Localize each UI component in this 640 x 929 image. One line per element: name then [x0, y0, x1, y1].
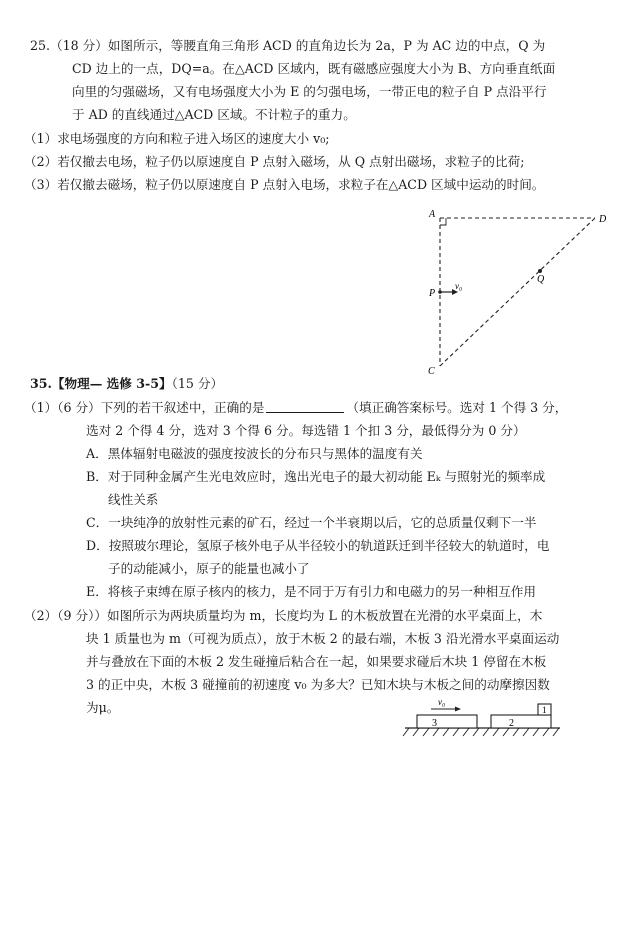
q35-heading — [30, 376, 223, 391]
q25-sub-1: （1）求电场强度的方向和粒子进入场区的速度大小 v₀; — [24, 131, 330, 146]
board-3 — [417, 715, 477, 728]
label-v0: v₀ — [455, 281, 463, 291]
q35-option-e: E．将核子束缚在原子核内的核力，是不同于万有引力和电磁力的另一种相互作用 — [86, 584, 536, 599]
point-p — [438, 290, 442, 294]
tabletop-hatching — [403, 728, 559, 736]
q25-sub-2: （2）若仅撤去电场，粒子仍以原速度自 P 点射入磁场，从 Q 点射出磁场，求粒子的比荷; — [24, 154, 525, 169]
label-c: C — [428, 366, 435, 377]
point-q — [538, 269, 542, 273]
q25-sub-3: （3）若仅撤去磁场，粒子仍以原速度自 P 点射入电场，求粒子在△ACD 区域中运动的时间。 — [24, 177, 545, 192]
q35-part1-instructions: （填正确答案标号。选对 1 个得 3 分， — [346, 400, 568, 415]
right-angle-mark — [440, 218, 446, 225]
q35-option-d-line-2: 子的动能减小，原子的能量也减小了 — [108, 561, 310, 576]
q35-option-b-line-2: 线性关系 — [108, 492, 159, 507]
q25-line-1: 25.（18 分）如图所示，等腰直角三角形 ACD 的直角边长为 2a，P 为 AC 边的中点，Q 为 — [30, 38, 546, 53]
q35-option-c: C．一块纯净的放射性元素的矿石，经过一个半衰期以后，它的总质量仅剩下一半 — [86, 515, 537, 530]
q35-part2-line-3: 并与叠放在下面的木板 2 发生碰撞后粘合在一起，如果要求碰后木块 1 停留在木板 — [86, 654, 547, 669]
q35-heading-score: （15 分） — [171, 376, 224, 391]
answer-blank — [266, 412, 344, 413]
triangle-acd-figure — [410, 200, 630, 380]
velocity-arrowhead — [455, 707, 461, 712]
label-q: Q — [537, 274, 545, 285]
board-2 — [491, 715, 551, 728]
q25-line-2: CD 边上的一点，DQ=a。在△ACD 区域内，既有磁感应强度大小为 B、方向垂直纸面 — [72, 61, 556, 76]
label-d: D — [599, 214, 607, 225]
label-p: P — [429, 288, 436, 299]
q35-heading-title: 35.【物理— 选修 3-5】 — [30, 376, 172, 391]
label-a: A — [429, 209, 436, 220]
q35-part1-stem: （1）（6 分）下列的若干叙述中，正确的是 — [24, 400, 265, 415]
q35-part2-line-1: （2）（9 分））如图所示为两块质量均为 m，长度均为 L 的木板放置在光滑的水平桌面上，木 — [24, 608, 543, 623]
q35-option-a: A．黑体辐射电磁波的强度按波长的分布只与黑体的温度有关 — [86, 446, 423, 461]
label-v0: v₀ — [438, 698, 446, 707]
q25-line-3: 向里的匀强磁场，又有电场强度大小为 E 的匀强电场，一带正电的粒子自 P 点沿平行 — [72, 84, 547, 99]
q35-option-d-line-1: D．按照玻尔理论，氢原子核外电子从半径较小的轨道跃迁到半径较大的轨道时，电 — [86, 538, 550, 553]
boards-figure — [395, 698, 565, 748]
label-board-2: 2 — [509, 718, 514, 729]
q35-part2-line-4: 3 的正中央，木板 3 碰撞前的初速度 v₀ 为多大？已知木块与木板之间的动摩擦因数 — [86, 677, 550, 692]
q35-part2-line-2: 块 1 质量也为 m（可视为质点），放于木板 2 的最右端，木板 3 沿光滑水平桌面运动 — [86, 631, 560, 646]
q25-line-4: 于 AD 的直线通过△ACD 区域。不计粒子的重力。 — [72, 107, 356, 122]
q35-part1-line-2: 选对 2 个得 4 分，选对 3 个得 6 分。每选错 1 个扣 3 分，最低得分为 0 分） — [86, 423, 526, 438]
q35-part2-line-5: 为μ。 — [86, 700, 120, 715]
q35-option-b-line-1: B．对于同种金属产生光电效应时，逸出光电子的最大初动能 Eₖ 与照射光的频率成 — [86, 469, 546, 484]
q35-part1-line-1 — [24, 400, 567, 415]
label-block-1: 1 — [542, 705, 547, 715]
edge-cd — [440, 218, 595, 366]
label-board-3: 3 — [432, 718, 437, 729]
